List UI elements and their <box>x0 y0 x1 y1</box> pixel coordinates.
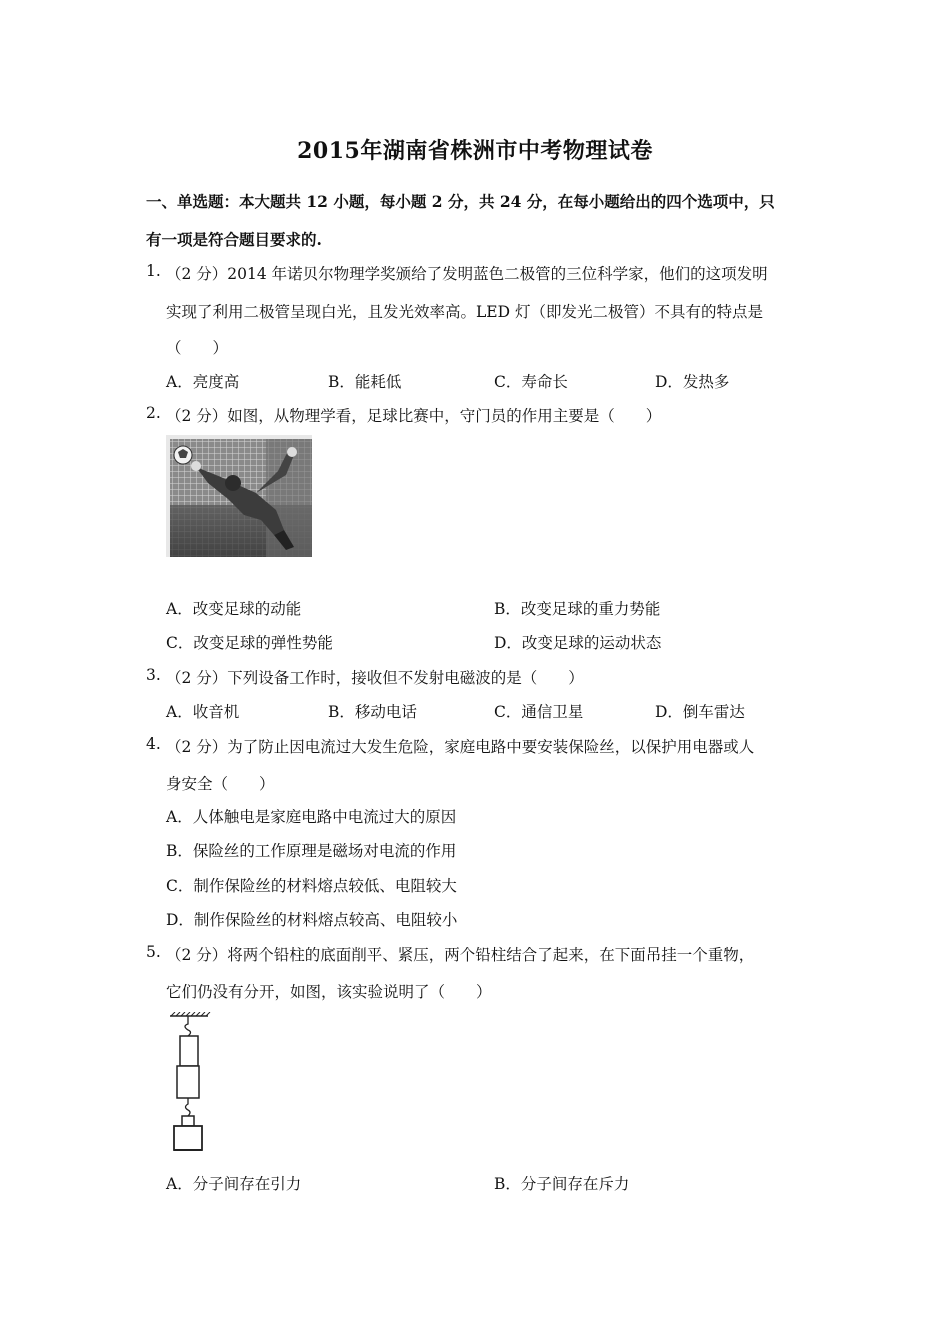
option-a: A．收音机 <box>166 703 240 721</box>
question-text-line: 身安全（ ） <box>166 775 275 793</box>
question-number: 5. <box>146 943 161 961</box>
question-text-line: 实现了利用二极管呈现白光，且发光效率高。LED 灯（即发光二极管）不具有的特点是 <box>166 303 763 321</box>
section-header-line2: 有一项是符合题目要求的. <box>146 230 322 249</box>
question-number: 3. <box>146 666 161 684</box>
option-b: B．分子间存在斥力 <box>494 1175 630 1193</box>
question-text-line: （2 分）2014 年诺贝尔物理学奖颁给了发明蓝色二极管的三位科学家，他们的这项发明 <box>166 265 768 283</box>
option-b: B．能耗低 <box>328 373 402 391</box>
lead-cylinders-diagram <box>166 1012 214 1154</box>
page-title: 2015年湖南省株洲市中考物理试卷 <box>297 138 653 164</box>
question-text-line: （2 分）为了防止因电流过大发生危险，家庭电路中要安装保险丝，以保护用电器或人 <box>166 738 755 756</box>
option-b: B．移动电话 <box>328 703 417 721</box>
option-c: C．制作保险丝的材料熔点较低、电阻较大 <box>166 877 457 895</box>
question-text-line: （ ） <box>166 339 229 357</box>
question-text-line: （2 分）下列设备工作时，接收但不发射电磁波的是（ ） <box>166 669 584 687</box>
section-header-line1: 一、单选题：本大题共 12 小题，每小题 2 分，共 24 分，在每小题给出的四个选项中，只 <box>146 192 775 211</box>
option-c: C．通信卫星 <box>494 703 584 721</box>
option-a: A．亮度高 <box>166 373 240 391</box>
question-number: 1. <box>146 262 161 280</box>
option-a: A．改变足球的动能 <box>166 600 302 618</box>
option-b: B．改变足球的重力势能 <box>494 600 661 618</box>
option-a: A．人体触电是家庭电路中电流过大的原因 <box>166 808 457 826</box>
option-c: C．改变足球的弹性势能 <box>166 634 333 652</box>
option-d: D．倒车雷达 <box>655 703 745 721</box>
question-text-line: （2 分）如图，从物理学看，足球比赛中，守门员的作用主要是（ ） <box>166 407 662 425</box>
option-a: A．分子间存在引力 <box>166 1175 302 1193</box>
option-d: D．制作保险丝的材料熔点较高、电阻较小 <box>166 911 458 929</box>
question-number: 4. <box>146 735 161 753</box>
question-number: 2. <box>146 404 161 422</box>
option-d: D．发热多 <box>655 373 730 391</box>
option-c: C．寿命长 <box>494 373 568 391</box>
goalkeeper-photo <box>166 435 312 557</box>
question-text-line: 它们仍没有分开，如图，该实验说明了（ ） <box>166 983 492 1001</box>
option-d: D．改变足球的运动状态 <box>494 634 662 652</box>
option-b: B．保险丝的工作原理是磁场对电流的作用 <box>166 842 457 860</box>
question-text-line: （2 分）将两个铅柱的底面削平、紧压，两个铅柱结合了起来，在下面吊挂一个重物， <box>166 946 755 964</box>
